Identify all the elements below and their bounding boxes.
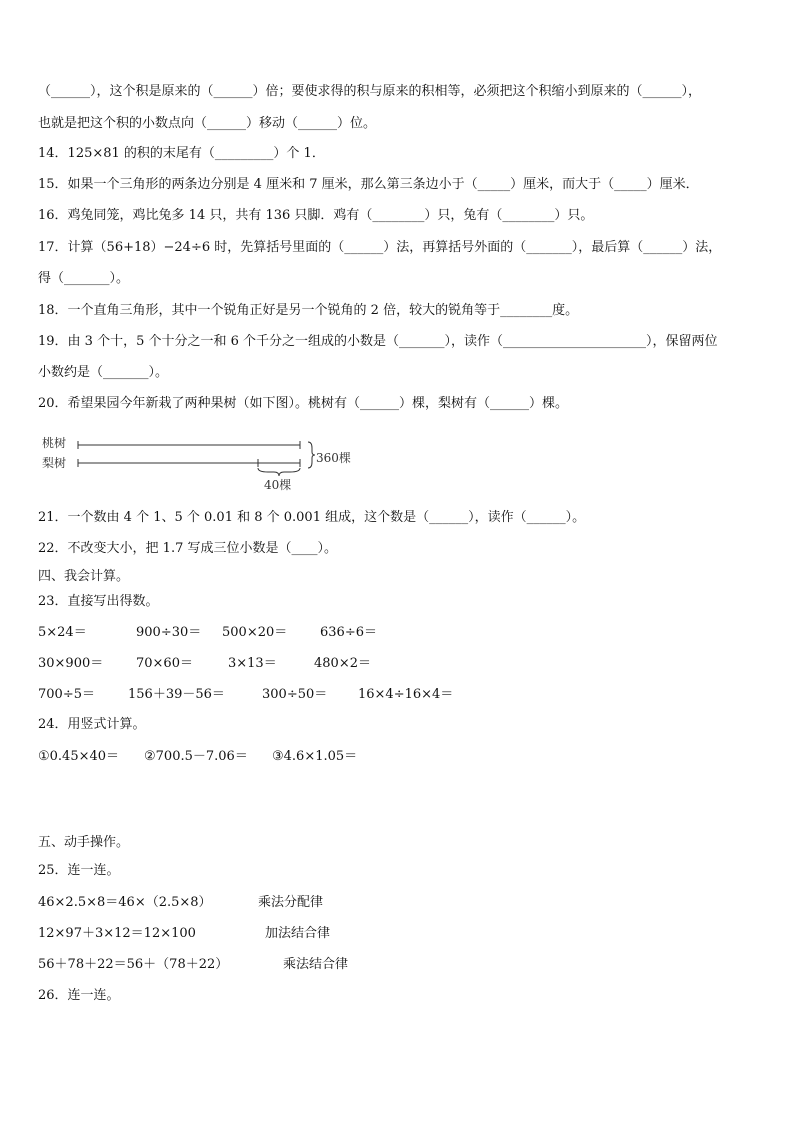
match-right-item: 乘法分配律 <box>258 895 324 910</box>
calc-item: 700÷5＝ <box>38 687 95 702</box>
q13-line-2: 也就是把这个积的小数点向（______）移动（______）位。 <box>38 116 377 131</box>
q17-line-1: 17．计算（56+18）−24÷6 时，先算括号里面的（______）法，再算括号外面的（_______），最后算（______）法， <box>38 240 722 255</box>
q17-line-2: 得（_______）。 <box>38 271 130 286</box>
q24: 24．用竖式计算。 <box>38 717 146 732</box>
q14: 14．125×81 的积的末尾有（_________）个 1． <box>38 146 325 161</box>
calc-item: 480×2＝ <box>314 656 371 671</box>
match-left-item: 12×97＋3×12＝12×100 <box>38 926 196 941</box>
calc-item: 500×20＝ <box>222 625 288 640</box>
q22: 22．不改变大小，把 1.7 写成三位小数是（____）。 <box>38 541 337 556</box>
match-left-item: 46×2.5×8＝46×（2.5×8） <box>38 895 212 910</box>
calc-item: 900÷30＝ <box>136 625 202 640</box>
match-left-item: 56＋78＋22＝56＋（78＋22） <box>38 957 229 972</box>
vertical-calc-item: ②700.5－7.06＝ <box>144 749 248 764</box>
q15: 15．如果一个三角形的两条边分别是 4 厘米和 7 厘米，那么第三条边小于（_____）厘米，而大于（_____）厘米． <box>38 177 699 192</box>
diff-label: 40棵 <box>264 478 292 492</box>
q18: 18．一个直角三角形，其中一个锐角正好是另一个锐角的 2 倍，较大的锐角等于________度。 <box>38 303 579 318</box>
total-label: 360棵 <box>316 451 351 465</box>
peach-label: 桃树 <box>42 436 67 450</box>
vertical-calc-item: ①0.45×40＝ <box>38 749 120 764</box>
q21: 21．一个数由 4 个 1、5 个 0.01 和 8 个 0.001 组成，这个数是（______），读作（______）。 <box>38 510 586 525</box>
calc-item: 16×4÷16×4＝ <box>358 687 454 702</box>
fruit-tree-diagram <box>42 432 372 496</box>
section-five-heading: 五、动手操作。 <box>38 835 130 850</box>
vertical-calc-item: ③4.6×1.05＝ <box>272 749 358 764</box>
q23: 23．直接写出得数。 <box>38 594 159 609</box>
calc-item: 30×900＝ <box>38 656 104 671</box>
q16: 16．鸡兔同笼，鸡比兔多 14 只，共有 136 只脚．鸡有（________）只，兔有（________）只。 <box>38 208 594 223</box>
calc-item: 3×13＝ <box>228 656 277 671</box>
section-four-heading: 四、我会计算。 <box>38 569 130 584</box>
calc-item: 156＋39－56＝ <box>128 687 225 702</box>
match-right-item: 加法结合律 <box>265 926 331 941</box>
q26: 26．连一连。 <box>38 988 120 1003</box>
calc-item: 5×24＝ <box>38 625 87 640</box>
q13-line-1: （______），这个积是原来的（______）倍；要使求得的积与原来的积相等，必须把这个积缩小到原来的（______）， <box>38 84 702 99</box>
match-right-item: 乘法结合律 <box>283 957 349 972</box>
q25: 25．连一连。 <box>38 863 120 878</box>
q20: 20．希望果园今年新栽了两种果树（如下图）。桃树有（______）棵，梨树有（______）棵。 <box>38 396 569 411</box>
q19-line-2: 小数约是（_______）。 <box>38 365 169 380</box>
diff-brace <box>258 468 300 476</box>
q19-line-1: 19．由 3 个十，5 个十分之一和 6 个千分之一组成的小数是（_______），读作（______________________），保留两位 <box>38 334 718 349</box>
calc-item: 300÷50＝ <box>262 687 328 702</box>
total-brace <box>308 442 315 468</box>
calc-item: 70×60＝ <box>136 656 193 671</box>
pear-label: 梨树 <box>42 456 67 470</box>
calc-item: 636÷6＝ <box>320 625 377 640</box>
